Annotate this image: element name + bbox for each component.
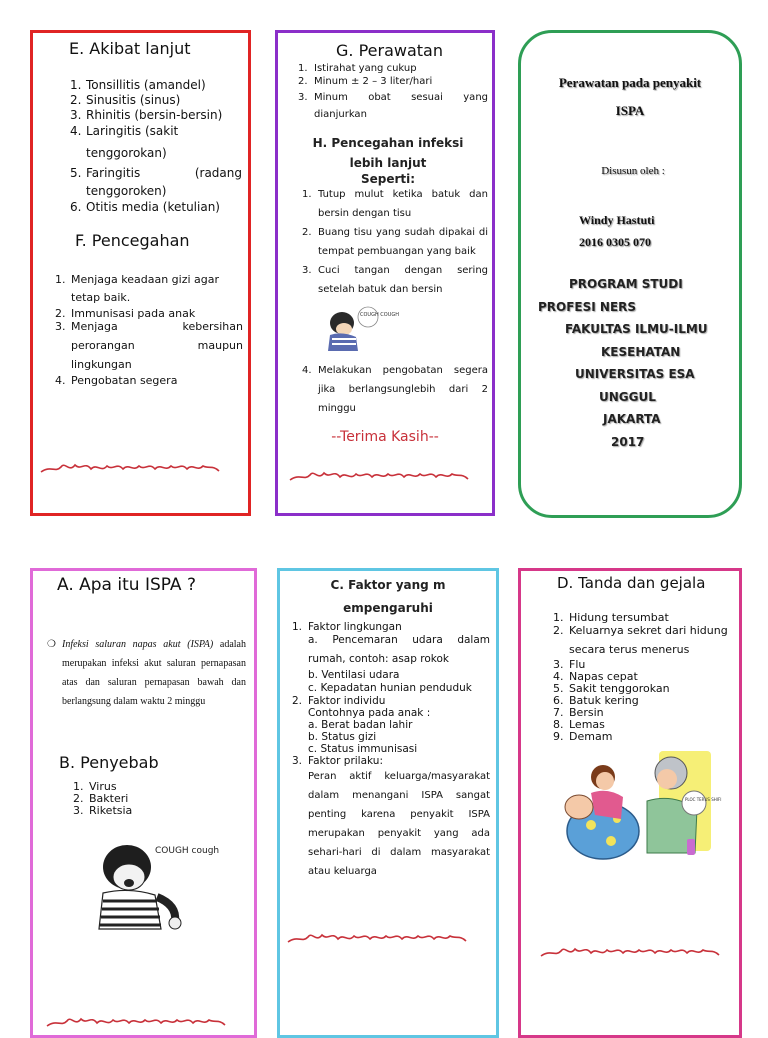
faktor-individu-items: [292, 707, 490, 755]
university-line: UNGGUL: [599, 389, 656, 404]
faktor-prilaku-text: Peran aktif keluarga/masyarakat dalam menangani ISPA sangat penting karena penyakit ISPA merupakan penyakit yang ada sehari-hari di dalam masyarakat atau keluarga: [308, 771, 490, 877]
list-item: 2. Sinusitis (sinus): [70, 93, 242, 108]
author-block: [579, 209, 654, 253]
list-item: 1. Hidung tersumbat: [553, 611, 735, 624]
faculty-line: FAKULTAS ILMU-ILMU: [565, 322, 708, 336]
panel-apa-itu-ispa: [30, 568, 257, 1038]
faktor-individu-intro: Contohnya pada anak :: [308, 707, 431, 719]
list-item: 3. Flu: [553, 659, 735, 671]
cover-title-line: ISPA: [615, 103, 645, 118]
akibat-list: [70, 78, 242, 215]
university-line: UNIVERSITAS ESA: [575, 367, 695, 381]
section-g-title: G. Perawatan: [336, 41, 443, 60]
bubble-text: PLOC TERUS SHIFI: [685, 797, 722, 802]
list-item: b. Ventilasi udara: [308, 669, 400, 681]
panel-perawatan: [275, 30, 495, 516]
list-item: a. Pencemaran udara dalam rumah, contoh: asap rokok: [308, 634, 491, 665]
decorative-border-flourish: [541, 941, 721, 961]
section-c-title-line: empengaruhi: [343, 601, 433, 615]
ispa-definition-term: Infeksi saluran napas akut (ISPA): [62, 639, 214, 650]
city-line: JAKARTA: [603, 412, 661, 426]
pencegahan-lanjut-list-cont: [302, 361, 488, 418]
faculty-line: KESEHATAN: [601, 344, 681, 359]
decorative-border-flourish: [288, 927, 468, 947]
list-item: 3. Menjaga kebersihan perorangan maupun lingkungan: [55, 317, 243, 374]
list-item: 3. Rhinitis (bersin-bersin): [70, 108, 242, 123]
faktor-individu: 2. Faktor individu: [292, 695, 386, 707]
list-item: 4. Laringitis (sakit tenggorokan): [70, 120, 242, 164]
list-item: 2. Bakteri: [73, 793, 233, 805]
section-a-title: A. Apa itu ISPA ?: [57, 575, 196, 595]
compiled-by-label: Disusun oleh :: [601, 165, 665, 177]
author-name: Windy Hastuti: [579, 213, 655, 227]
penyebab-list: [73, 781, 233, 817]
list-item: 9. Demam: [553, 731, 735, 743]
cover-title: [521, 69, 739, 125]
list-item: 6. Batuk kering: [553, 695, 735, 707]
faktor-list: [292, 621, 490, 881]
section-d-title: D. Tanda dan gejala: [557, 574, 706, 592]
coughing-child-illustration: [320, 305, 400, 355]
thank-you-text: --Terima Kasih--: [331, 429, 439, 445]
list-item: 4. Napas cepat: [553, 671, 735, 683]
section-c-title: [280, 574, 496, 620]
faktor-lingkungan-items: [292, 631, 490, 695]
list-item: 6. Otitis media (ketulian): [70, 200, 242, 215]
list-item: b. Status gizi: [308, 731, 377, 743]
section-e-title: E. Akibat lanjut: [69, 39, 191, 58]
panel-faktor: [277, 568, 499, 1038]
pencegahan-list: [55, 271, 243, 387]
list-item: 1. Virus: [73, 781, 233, 793]
decorative-border-flourish: [41, 457, 221, 477]
section-h-title-line: H. Pencegahan infeksi: [312, 136, 464, 150]
ispa-definition-text: adalah merupakan infeksi akut saluran pernapasan atas dan saluran pernapasan bawah dan berlangsung dalam waktu 2 minggu: [62, 639, 246, 707]
cover-title-line: Perawatan pada penyakit: [558, 75, 702, 90]
section-c-title-line: C. Faktor yang m: [330, 578, 446, 592]
program-line: PROFESI NERS: [538, 299, 637, 314]
list-item: c. Status immunisasi: [308, 743, 418, 755]
list-item: a. Berat badan lahir: [308, 719, 413, 731]
list-number: 3.: [292, 755, 303, 767]
section-h-title-line: Seperti:: [360, 172, 416, 186]
decorative-border-flourish: [290, 465, 470, 485]
list-item: 4. Pengobatan segera: [55, 374, 243, 387]
list-item: 3. Cuci tangan dengan sering setelah batuk dan bersin: [302, 261, 488, 299]
list-item: 2. Keluarnya sekret dari hidung secara terus menerus: [553, 621, 735, 659]
list-item: 1. Menjaga keadaan gizi agar tetap baik.: [55, 271, 243, 307]
list-item: 7. Bersin: [553, 707, 735, 719]
cough-speech-text: COUGH COUGH: [360, 312, 400, 318]
list-item: 1. Tonsillitis (amandel): [70, 78, 242, 93]
bullet-icon: ❍: [47, 639, 56, 650]
list-item: 1. Tutup mulut ketika batuk dan bersin dengan tisu: [302, 185, 488, 223]
list-item: 8. Lemas: [553, 719, 735, 731]
faktor-prilaku: 3. Faktor prilaku:: [292, 755, 383, 767]
section-f-title: F. Pencegahan: [75, 231, 190, 250]
faktor-lingkungan: 1. Faktor lingkungan: [292, 621, 402, 633]
student-id: 2016 0305 070: [579, 235, 651, 249]
list-item: 5. Sakit tenggorokan: [553, 683, 735, 695]
cough-speech-text: COUGH cough: [155, 846, 220, 856]
list-item: 5. Faringitis (radang tenggoroken): [70, 164, 242, 200]
section-h-title-line: lebih lanjut: [349, 156, 427, 170]
list-item: 4. Melakukan pengobatan segera jika berlangsunglebih dari 2 minggu: [302, 361, 488, 418]
list-item: 2. Buang tisu yang sudah dipakai di tempat pembuangan yang baik: [302, 223, 488, 261]
decorative-border-flourish: [47, 1011, 227, 1031]
list-item: 2. Minum ± 2 – 3 liter/hari: [298, 75, 488, 89]
section-h-title: [288, 133, 488, 185]
list-item: 1. Istirahat yang cukup: [298, 63, 488, 75]
sick-children-illustration: [551, 749, 722, 867]
section-b-title: B. Penyebab: [59, 753, 159, 772]
list-item: 2. Immunisasi pada anak: [55, 307, 243, 320]
institution-block: [521, 273, 745, 453]
gejala-list: [553, 611, 735, 743]
perawatan-list: [298, 63, 488, 123]
ispa-definition: [62, 635, 246, 711]
cover-panel: [518, 30, 742, 518]
list-item: c. Kepadatan hunian penduduk: [308, 682, 472, 694]
pencegahan-lanjut-list: [302, 185, 488, 299]
coughing-boy-illustration: [85, 837, 220, 932]
program-line: PROGRAM STUDI: [569, 277, 683, 291]
list-number: 2.: [292, 695, 303, 707]
year-line: 2017: [611, 434, 645, 449]
panel-akibat-pencegahan: [30, 30, 251, 516]
list-number: 1.: [292, 621, 303, 633]
panel-tanda-gejala: [518, 568, 742, 1038]
list-item: 3. Minum obat sesuai yang dianjurkan: [298, 89, 488, 123]
list-item: 3. Riketsia: [73, 805, 233, 817]
